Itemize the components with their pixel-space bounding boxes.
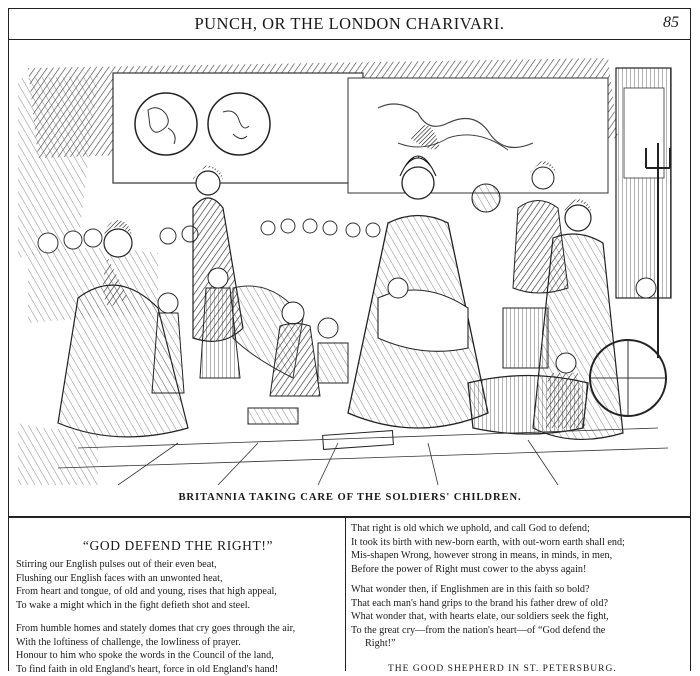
- britannia-head: [402, 167, 434, 199]
- engraving-illustration: [18, 48, 682, 485]
- section-rule: [8, 516, 691, 518]
- poem-stanza-4: [351, 583, 609, 651]
- hemisphere-map-right: [208, 93, 270, 155]
- poem-title: “GOD DEFEND THE RIGHT!”: [82, 538, 274, 553]
- poem-line: Honour to him who spoke the words in the Council of the land,: [16, 650, 274, 662]
- poem-line: Flushing our English faces with an unwonted heat,: [16, 572, 223, 584]
- barrel: [503, 308, 548, 368]
- poem-line: To wake a might which in the fight defieth shot and steel.: [16, 599, 251, 611]
- poem-stanza-1: [16, 558, 277, 612]
- poem-line: Before the power of Right must cower to the abyss again!: [351, 563, 587, 575]
- hemisphere-map-left: [135, 93, 197, 155]
- poem-line: With the loftiness of challenge, the lowliness of prayer.: [16, 636, 241, 648]
- poem-line: What wonder then, if Englishmen are in this faith so bold?: [351, 584, 590, 595]
- poem-line: It took its birth with new-born earth, with out-worn earth shall end;: [351, 536, 625, 548]
- poem-line: Right!”: [365, 638, 396, 650]
- illustration-caption: BRITANNIA TAKING CARE OF THE SOLDIERS' CHILDREN.: [178, 492, 522, 503]
- seated-woman-head: [104, 229, 132, 257]
- left-border-rule: [8, 8, 9, 671]
- poem-stanza-3: [351, 522, 625, 576]
- poem-line: What wonder that, with hearts elate, our soldiers seek the fight,: [351, 611, 609, 623]
- poem-line: To find faith in old England's heart, force in old England's hand!: [16, 663, 279, 675]
- right-border-rule: [690, 8, 691, 671]
- page-number: 85: [663, 14, 679, 31]
- column-divider: [345, 518, 346, 671]
- poem-line: That right is old which we uphold, and call God to defend;: [351, 523, 590, 534]
- poem-line: From heart and tongue, of old and young, rises that high appeal,: [16, 586, 277, 598]
- next-article-heading: THE GOOD SHEPHERD IN ST. PETERSBURG.: [388, 664, 617, 674]
- running-title: PUNCH, OR THE LONDON CHARIVARI.: [194, 14, 505, 33]
- page-header: [8, 8, 691, 40]
- poem-line: Mis-shapen Wrong, however strong in means, in minds, in men,: [351, 550, 613, 562]
- poem-stanza-2: [16, 622, 295, 676]
- poem-line: Stirring our English pulses out of their even beat,: [16, 559, 217, 570]
- stool: [248, 408, 298, 424]
- poem-line: To the great cry—from the nation's heart—of “God defend the: [351, 624, 606, 636]
- poem-line: From humble homes and stately domes that cry goes through the air,: [16, 623, 296, 634]
- globe: [472, 184, 500, 212]
- poem-line: That each man's hand grips to the brand his father drew of old?: [351, 597, 609, 609]
